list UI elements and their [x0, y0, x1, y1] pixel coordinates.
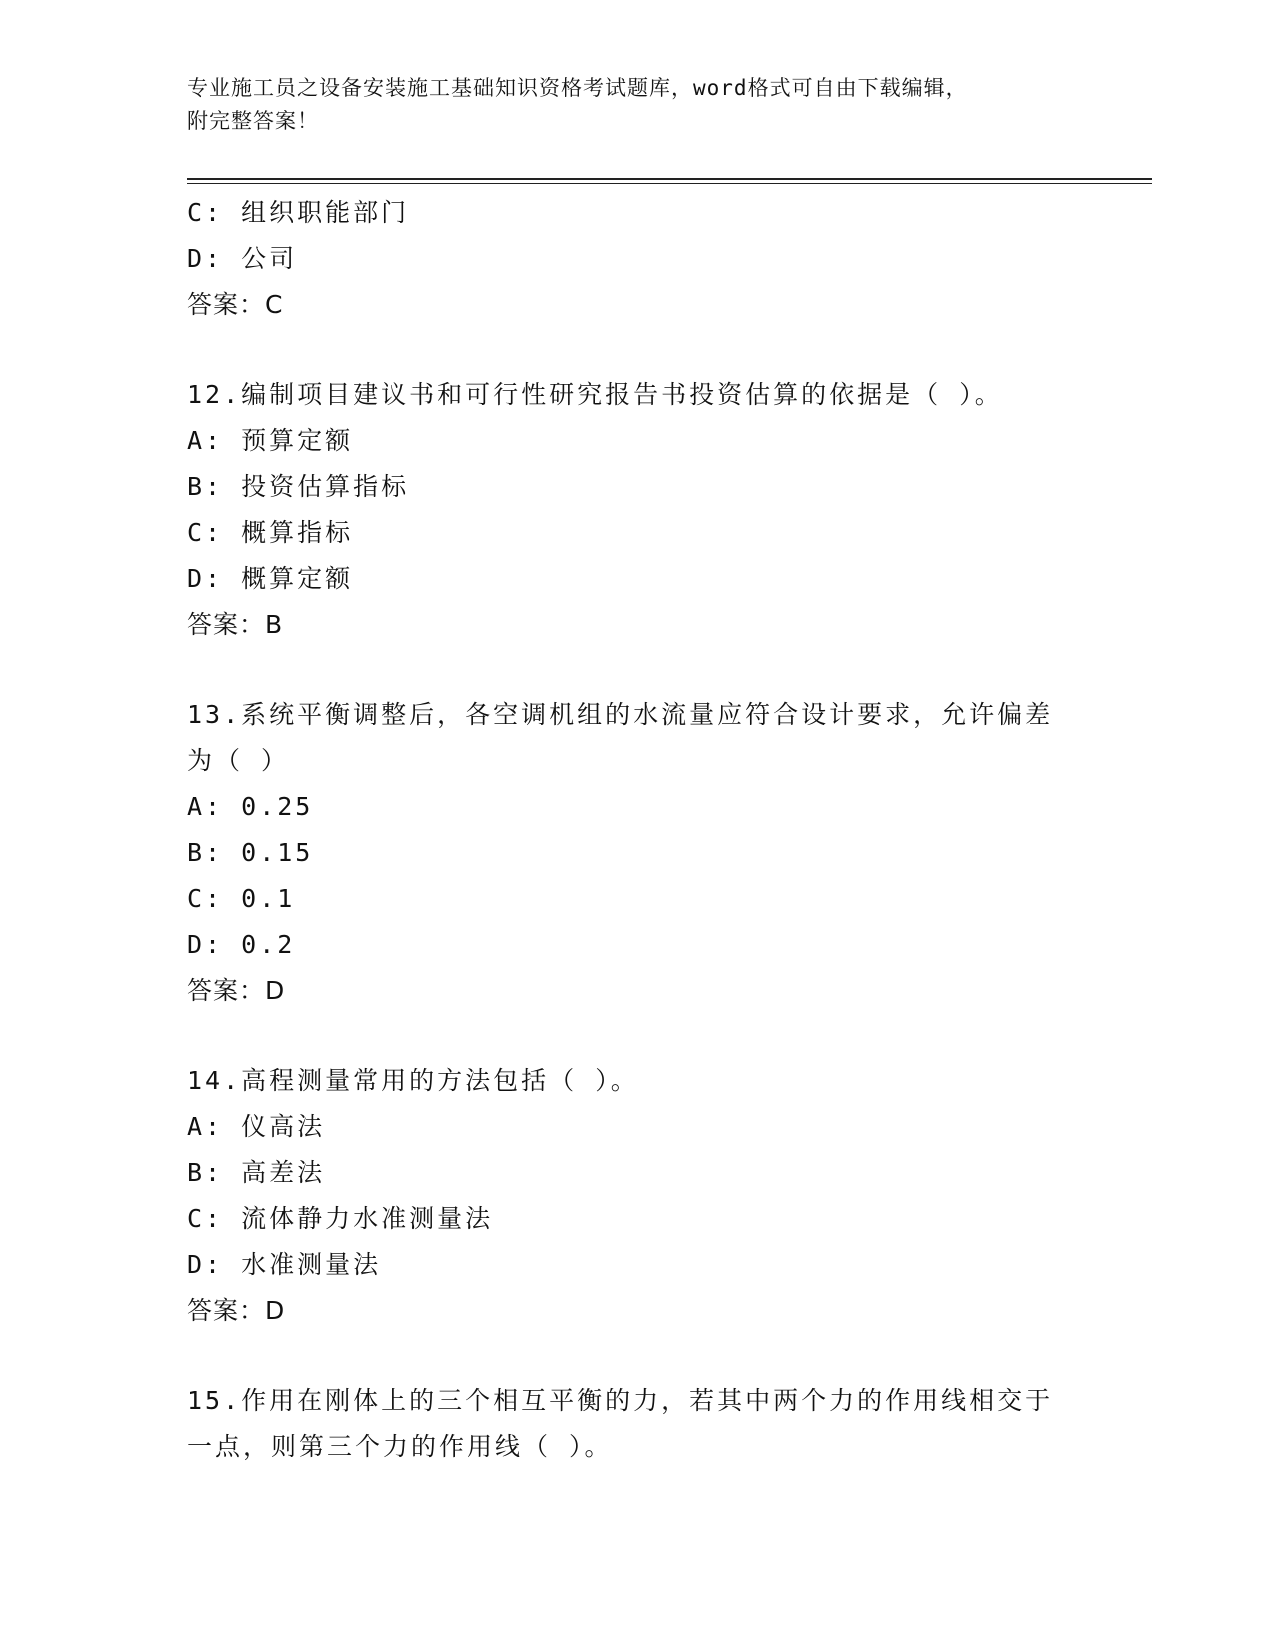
header-rule-thick [187, 178, 1152, 180]
header-rule-thin [187, 183, 1152, 184]
option-a: A: 仪高法 [187, 1112, 326, 1141]
answer: 答案：D [187, 1296, 286, 1325]
option-d: D: 水准测量法 [187, 1250, 382, 1279]
option-b: B: 高差法 [187, 1158, 326, 1187]
page-header [187, 72, 1087, 138]
question-stem: 12.编制项目建议书和可行性研究报告书投资估算的依据是（ ）。 [187, 380, 1003, 409]
option-b: B: 0.15 [187, 838, 314, 867]
spacer [187, 1014, 1152, 1058]
spacer [187, 1334, 1152, 1378]
option-d: D: 概算定额 [187, 564, 354, 593]
question-stem: 15.作用在刚体上的三个相互平衡的力，若其中两个力的作用线相交于 [187, 1386, 1054, 1415]
question-11-tail [187, 190, 1152, 328]
option-a: A: 0.25 [187, 792, 314, 821]
answer: 答案：D [187, 976, 286, 1005]
question-stem-continued: 一点，则第三个力的作用线（ ）。 [187, 1432, 613, 1461]
question-13 [187, 692, 1152, 1014]
spacer [187, 328, 1152, 372]
option-d: D: 公司 [187, 244, 298, 273]
option-c: C: 0.1 [187, 884, 296, 913]
spacer [187, 648, 1152, 692]
option-a: A: 预算定额 [187, 426, 354, 455]
question-stem: 14.高程测量常用的方法包括（ ）。 [187, 1066, 639, 1095]
option-c: C: 概算指标 [187, 518, 354, 547]
answer: 答案：C [187, 290, 284, 319]
question-14 [187, 1058, 1152, 1334]
question-stem: 13.系统平衡调整后，各空调机组的水流量应符合设计要求，允许偏差 [187, 700, 1054, 729]
header-line-2: 附完整答案！ [187, 109, 319, 133]
header-line-1: 专业施工员之设备安装施工基础知识资格考试题库，word格式可自由下载编辑， [187, 76, 968, 100]
option-d: D: 0.2 [187, 930, 296, 959]
option-c: C: 流体静力水准测量法 [187, 1204, 494, 1233]
option-c: C: 组织职能部门 [187, 198, 410, 227]
answer: 答案：B [187, 610, 284, 639]
question-15 [187, 1378, 1152, 1470]
question-list [187, 190, 1152, 1470]
question-12 [187, 372, 1152, 648]
question-stem-continued: 为（ ） [187, 746, 290, 775]
option-b: B: 投资估算指标 [187, 472, 410, 501]
